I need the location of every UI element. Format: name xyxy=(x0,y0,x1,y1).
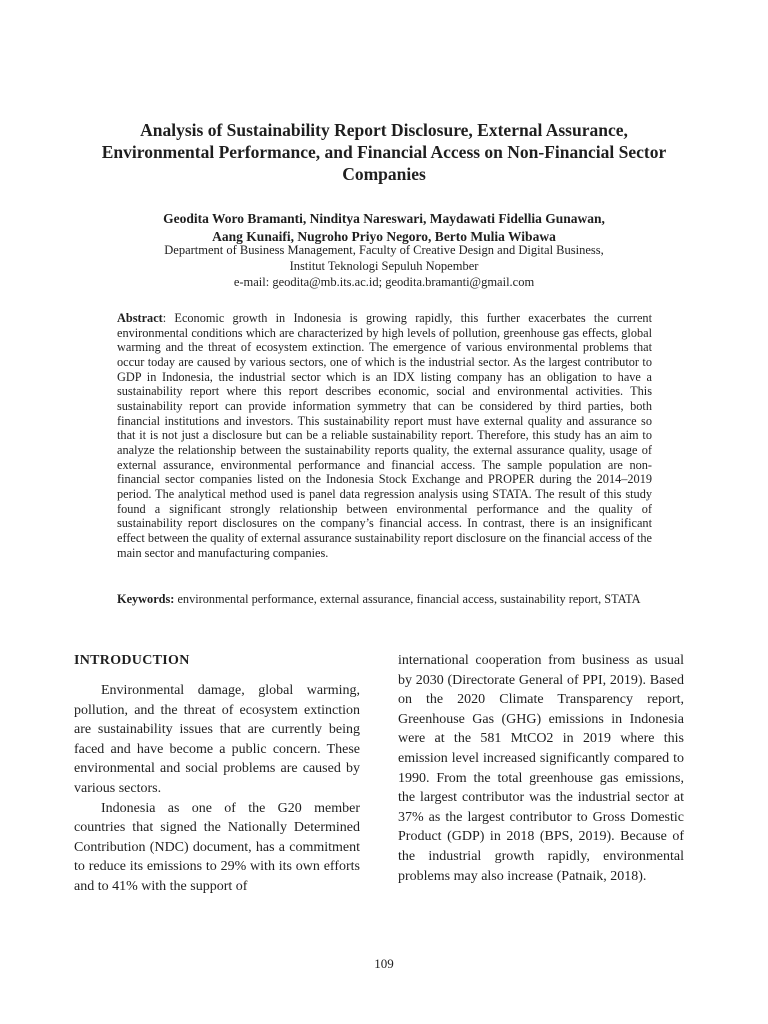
right-column xyxy=(398,651,684,886)
body-paragraph: Indonesia as one of the G20 member countries that signed the Nationally Determined Contribution (NDC) document, has a commitment to reduce its emissions to 29% with its own efforts and to 41% with the support of xyxy=(74,800,360,894)
keywords xyxy=(117,592,652,607)
keywords-text: environmental performance, external assurance, financial access, sustainability report, STATA xyxy=(174,592,641,606)
keywords-label: Keywords: xyxy=(117,592,175,606)
abstract xyxy=(117,311,652,560)
abstract-text: : Economic growth in Indonesia is growing rapidly, this further exacerbates the current environmental conditions which are characterized by high levels of pollution, greenhouse gas effects, global warming and the threat of ecosystem extinction. The emergence of various environmental problems that occur today are caused by various sectors, one of which is the industrial sector. As the largest contributor to GDP in Indonesia, the industrial sector which is an IDX listing company has an obligation to have a sustainability report where this report describes economic, social and environmental activities. This sustainability report can provide information symmetry that can be considered by third parties, both financial institutions and investors. This sustainability report must have external quality and assurance so that it is not just a disclosure but can be a reliable sustainability report. Therefore, this study has an aim to analyze the relationship between the sustainability reports quality, the external assurance quality, usage of external assurance, environmental performance and financial access. The sample population are non-financial sector companies listed on the Indonesia Stock Exchange and PROPER during the 2014–2019 period. The analytical method used is panel data regression analysis using STATA. The result of this study found a significant strongly relationship between environmental performance and the quality of sustainability report disclosures on the company’s financial access. In contrast, there is an insignificant effect between the quality of external assurance sustainability report disclosure on the financial access of the main sector and manufacturing companies. xyxy=(117,311,652,560)
section-heading-introduction: INTRODUCTION xyxy=(74,653,190,668)
author-line: Geodita Woro Bramanti, Ninditya Nareswari, Maydawati Fidellia Gunawan, xyxy=(163,211,605,226)
affiliation-line: Institut Teknologi Sepuluh Nopember xyxy=(289,259,479,273)
affiliation-block xyxy=(100,242,668,290)
abstract-label: Abstract xyxy=(117,311,163,325)
author-line: Aang Kunaifi, Nugroho Priyo Negoro, Berto Mulia Wibawa xyxy=(212,229,556,244)
left-column xyxy=(74,651,360,897)
affiliation-line: Department of Business Management, Faculty of Creative Design and Digital Business, xyxy=(164,243,604,257)
page-number: 109 xyxy=(374,956,394,971)
author-list xyxy=(100,210,668,246)
body-paragraph: Environmental damage, global warming, pollution, and the threat of ecosystem extinction are sustainability issues that are currently being faced and have become a public concern. These environmental and social problems are caused by various sectors. xyxy=(74,683,360,796)
author-email: e-mail: geodita@mb.its.ac.id; geodita.bramanti@gmail.com xyxy=(233,275,535,289)
body-paragraph: international cooperation from business as usual by 2030 (Directorate General of PPI, 2019). Based on the 2020 Climate Transparency report, Greenhouse Gas (GHG) emissions in Indonesia were at the 581 MtCO2 in 2019 where this emission level increased significantly compared to 1990. From the total greenhouse gas emissions, the largest contributor was the industrial sector at 37% as the largest contributor to Gross Domestic Product (GDP) in 2018 (BPS, 2019). Because of the industrial growth rapidly, environmental problems may also increase (Patnaik, 2018). xyxy=(398,653,684,884)
paper-title: Analysis of Sustainability Report Disclosure, External Assurance, Environmental Performance, and Financial Access on Non-Financial Sector Companies xyxy=(101,120,667,184)
